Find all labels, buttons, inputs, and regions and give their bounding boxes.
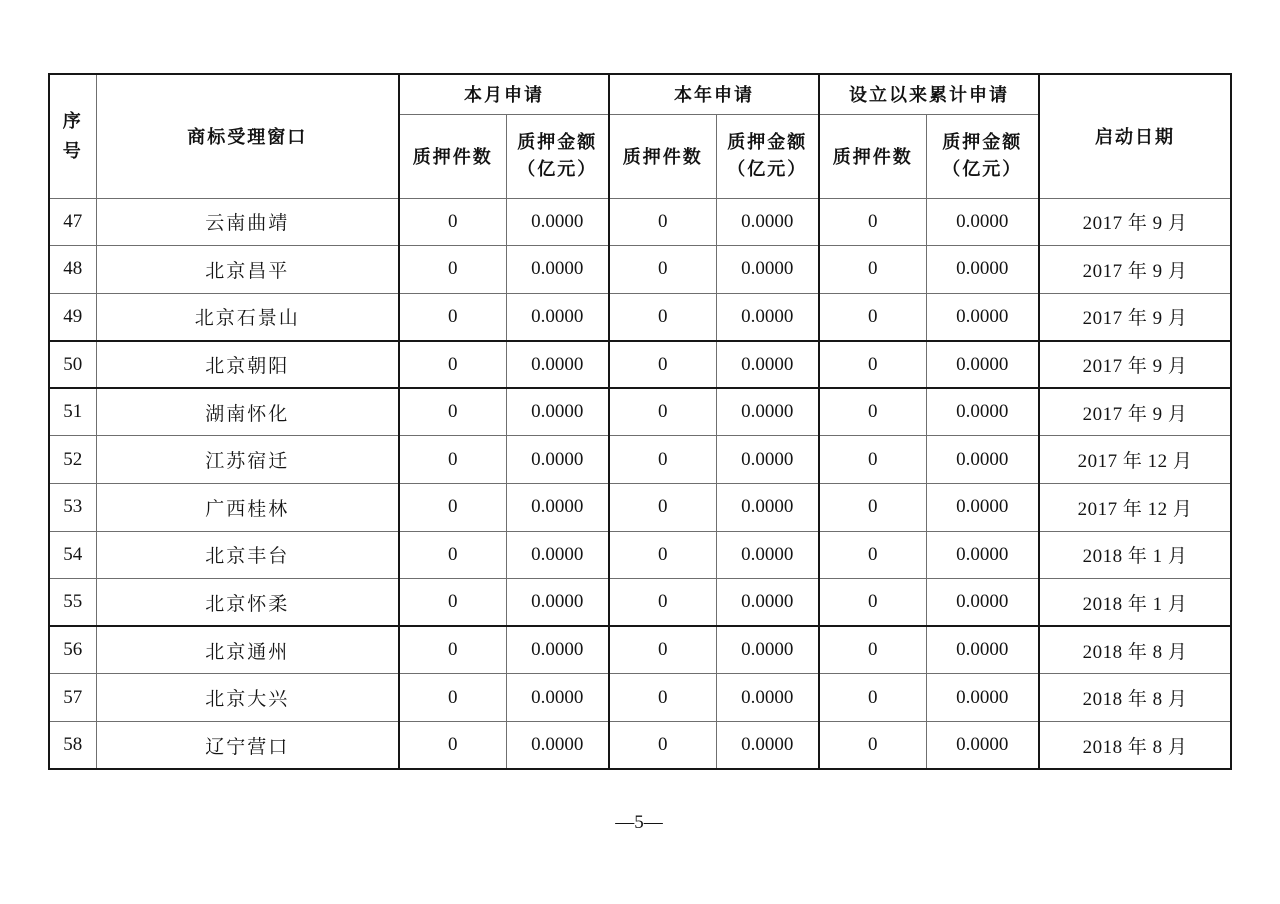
month-count-cell: 0 [399, 198, 506, 246]
col-group-year: 本年申请 [609, 74, 819, 114]
year-amount-cell: 0.0000 [716, 626, 819, 674]
start-date-cell: 2017 年 9 月 [1039, 293, 1231, 341]
table-row [49, 626, 1231, 674]
table-row [49, 388, 1231, 436]
total-amount-cell: 0.0000 [926, 341, 1039, 389]
total-count-cell: 0 [819, 436, 926, 484]
year-amount-cell: 0.0000 [716, 579, 819, 627]
table-row [49, 484, 1231, 532]
total-amount-cell: 0.0000 [926, 531, 1039, 579]
month-amount-cell: 0.0000 [506, 626, 609, 674]
total-count-cell: 0 [819, 626, 926, 674]
serial-cell: 49 [49, 293, 96, 341]
total-amount-cell: 0.0000 [926, 198, 1039, 246]
total-amount-cell: 0.0000 [926, 579, 1039, 627]
col-header-year-count: 质押件数 [609, 114, 716, 198]
year-count-cell: 0 [609, 531, 716, 579]
window-cell: 北京朝阳 [96, 341, 399, 389]
total-count-cell: 0 [819, 293, 926, 341]
serial-cell: 51 [49, 388, 96, 436]
start-date-cell: 2017 年 9 月 [1039, 341, 1231, 389]
serial-cell: 50 [49, 341, 96, 389]
col-header-total-amount [926, 114, 1039, 198]
month-amount-cell: 0.0000 [506, 722, 609, 770]
year-amount-cell: 0.0000 [716, 341, 819, 389]
month-count-cell: 0 [399, 626, 506, 674]
month-count-cell: 0 [399, 674, 506, 722]
month-amount-cell: 0.0000 [506, 293, 609, 341]
month-amount-cell: 0.0000 [506, 674, 609, 722]
month-count-cell: 0 [399, 341, 506, 389]
start-date-cell: 2018 年 1 月 [1039, 579, 1231, 627]
start-date-cell: 2018 年 8 月 [1039, 626, 1231, 674]
month-amount-cell: 0.0000 [506, 531, 609, 579]
total-count-cell: 0 [819, 198, 926, 246]
month-amount-cell: 0.0000 [506, 341, 609, 389]
total-count-cell: 0 [819, 674, 926, 722]
start-date-cell: 2018 年 8 月 [1039, 674, 1231, 722]
window-cell: 北京丰台 [96, 531, 399, 579]
year-count-cell: 0 [609, 246, 716, 294]
month-count-cell: 0 [399, 531, 506, 579]
amount-header-line1: 质押金额 [727, 132, 808, 152]
serial-cell: 54 [49, 531, 96, 579]
start-date-cell: 2018 年 1 月 [1039, 531, 1231, 579]
total-amount-cell: 0.0000 [926, 484, 1039, 532]
total-amount-cell: 0.0000 [926, 293, 1039, 341]
window-cell: 江苏宿迁 [96, 436, 399, 484]
serial-cell: 47 [49, 198, 96, 246]
year-amount-cell: 0.0000 [716, 722, 819, 770]
header-row-groups [49, 74, 1231, 114]
serial-cell: 57 [49, 674, 96, 722]
year-count-cell: 0 [609, 626, 716, 674]
total-amount-cell: 0.0000 [926, 674, 1039, 722]
year-amount-cell: 0.0000 [716, 436, 819, 484]
table-row [49, 722, 1231, 770]
table-row [49, 198, 1231, 246]
total-count-cell: 0 [819, 579, 926, 627]
total-amount-cell: 0.0000 [926, 246, 1039, 294]
total-count-cell: 0 [819, 531, 926, 579]
total-amount-cell: 0.0000 [926, 388, 1039, 436]
month-amount-cell: 0.0000 [506, 436, 609, 484]
total-count-cell: 0 [819, 484, 926, 532]
year-count-cell: 0 [609, 484, 716, 532]
serial-cell: 53 [49, 484, 96, 532]
col-header-month-amount [506, 114, 609, 198]
year-amount-cell: 0.0000 [716, 388, 819, 436]
total-count-cell: 0 [819, 388, 926, 436]
year-count-cell: 0 [609, 388, 716, 436]
col-header-serial [49, 74, 96, 198]
serial-cell: 52 [49, 436, 96, 484]
start-date-cell: 2017 年 12 月 [1039, 436, 1231, 484]
amount-header-line1: 质押金额 [942, 132, 1023, 152]
amount-header-line2: （亿元） [727, 159, 808, 179]
month-count-cell: 0 [399, 484, 506, 532]
window-cell: 北京昌平 [96, 246, 399, 294]
month-count-cell: 0 [399, 293, 506, 341]
col-header-month-count: 质押件数 [399, 114, 506, 198]
serial-cell: 58 [49, 722, 96, 770]
window-cell: 广西桂林 [96, 484, 399, 532]
window-cell: 北京石景山 [96, 293, 399, 341]
start-date-cell: 2017 年 9 月 [1039, 388, 1231, 436]
total-amount-cell: 0.0000 [926, 626, 1039, 674]
page-number: —5— [615, 812, 663, 834]
month-count-cell: 0 [399, 579, 506, 627]
month-count-cell: 0 [399, 436, 506, 484]
year-amount-cell: 0.0000 [716, 531, 819, 579]
table-header [49, 74, 1231, 198]
total-amount-cell: 0.0000 [926, 436, 1039, 484]
total-amount-cell: 0.0000 [926, 722, 1039, 770]
month-count-cell: 0 [399, 246, 506, 294]
table-body [49, 198, 1231, 769]
window-cell: 湖南怀化 [96, 388, 399, 436]
start-date-cell: 2017 年 9 月 [1039, 246, 1231, 294]
window-cell: 云南曲靖 [96, 198, 399, 246]
window-cell: 北京通州 [96, 626, 399, 674]
col-header-window: 商标受理窗口 [96, 74, 399, 198]
year-amount-cell: 0.0000 [716, 293, 819, 341]
amount-header-line2: （亿元） [942, 159, 1023, 179]
serial-cell: 56 [49, 626, 96, 674]
table-row [49, 436, 1231, 484]
year-count-cell: 0 [609, 293, 716, 341]
table-row [49, 341, 1231, 389]
col-header-start-date: 启动日期 [1039, 74, 1231, 198]
year-count-cell: 0 [609, 579, 716, 627]
month-amount-cell: 0.0000 [506, 484, 609, 532]
col-header-total-count: 质押件数 [819, 114, 926, 198]
table-row [49, 579, 1231, 627]
month-amount-cell: 0.0000 [506, 388, 609, 436]
table-row [49, 293, 1231, 341]
year-count-cell: 0 [609, 198, 716, 246]
year-count-cell: 0 [609, 341, 716, 389]
table-row [49, 674, 1231, 722]
year-count-cell: 0 [609, 722, 716, 770]
year-amount-cell: 0.0000 [716, 484, 819, 532]
amount-header-line2: （亿元） [517, 159, 598, 179]
month-amount-cell: 0.0000 [506, 579, 609, 627]
window-cell: 辽宁营口 [96, 722, 399, 770]
col-group-month: 本月申请 [399, 74, 609, 114]
year-amount-cell: 0.0000 [716, 674, 819, 722]
table-row [49, 531, 1231, 579]
table-row [49, 246, 1231, 294]
serial-cell: 48 [49, 246, 96, 294]
col-group-total: 设立以来累计申请 [819, 74, 1039, 114]
month-count-cell: 0 [399, 388, 506, 436]
serial-header-label: 序号 [62, 111, 83, 162]
month-count-cell: 0 [399, 722, 506, 770]
serial-cell: 55 [49, 579, 96, 627]
year-count-cell: 0 [609, 674, 716, 722]
year-count-cell: 0 [609, 436, 716, 484]
pledge-statistics-table [48, 73, 1232, 770]
year-amount-cell: 0.0000 [716, 246, 819, 294]
col-header-year-amount [716, 114, 819, 198]
start-date-cell: 2018 年 8 月 [1039, 722, 1231, 770]
window-cell: 北京怀柔 [96, 579, 399, 627]
month-amount-cell: 0.0000 [506, 198, 609, 246]
amount-header-line1: 质押金额 [517, 132, 598, 152]
month-amount-cell: 0.0000 [506, 246, 609, 294]
total-count-cell: 0 [819, 246, 926, 294]
total-count-cell: 0 [819, 722, 926, 770]
total-count-cell: 0 [819, 341, 926, 389]
year-amount-cell: 0.0000 [716, 198, 819, 246]
start-date-cell: 2017 年 12 月 [1039, 484, 1231, 532]
window-cell: 北京大兴 [96, 674, 399, 722]
start-date-cell: 2017 年 9 月 [1039, 198, 1231, 246]
